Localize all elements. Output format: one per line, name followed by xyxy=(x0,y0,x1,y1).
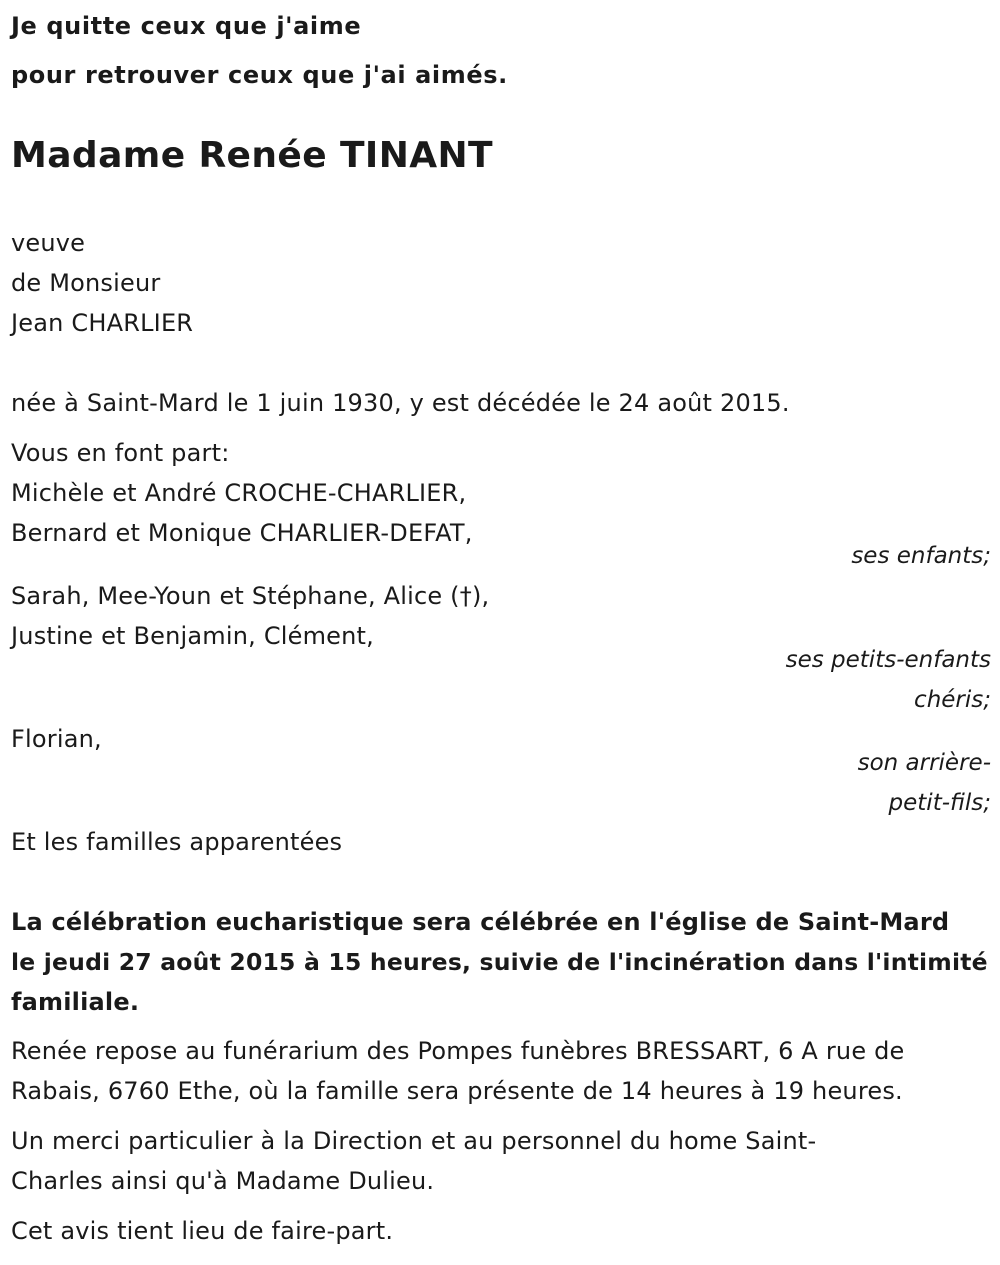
great-grandchildren-role-line-2: petit-fils; xyxy=(888,790,991,816)
thanks-line-1: Un merci particulier à la Direction et au personnel du home Saint- xyxy=(11,1127,817,1155)
announcement-intro: Vous en font part: xyxy=(11,439,230,467)
grandchildren-role-line-2: chéris; xyxy=(914,687,991,713)
thanks-line-2: Charles ainsi qu'à Madame Dulieu. xyxy=(11,1167,435,1195)
funeral-home-line-1: Renée repose au funérarium des Pompes funèbres BRESSART, 6 A rue de xyxy=(11,1037,905,1065)
ceremony-line-2: le jeudi 27 août 2015 à 15 heures, suivie de l'incinération dans l'intimité xyxy=(11,948,988,976)
grandchildren-line-1: Sarah, Mee-Youn et Stéphane, Alice (†), xyxy=(11,582,490,610)
ceremony-line-3: familiale. xyxy=(11,988,140,1016)
grandchildren-role-line-1: ses petits-enfants xyxy=(785,647,991,673)
birth-death-line: née à Saint-Mard le 1 juin 1930, y est décédée le 24 août 2015. xyxy=(11,389,790,417)
funeral-home-line-2: Rabais, 6760 Ethe, où la famille sera présente de 14 heures à 19 heures. xyxy=(11,1077,903,1105)
spouse-line-1: veuve xyxy=(11,229,86,257)
epigraph-line-1: Je quitte ceux que j'aime xyxy=(11,12,362,40)
children-role: ses enfants; xyxy=(851,543,991,569)
great-grandchildren-line-1: Florian, xyxy=(11,725,102,753)
children-line-2: Bernard et Monique CHARLIER-DEFAT, xyxy=(11,519,473,547)
grandchildren-line-2: Justine et Benjamin, Clément, xyxy=(11,622,374,650)
epigraph-line-2: pour retrouver ceux que j'ai aimés. xyxy=(11,61,508,89)
ceremony-line-1: La célébration eucharistique sera célébrée en l'église de Saint-Mard xyxy=(11,908,950,936)
spouse-line-3: Jean CHARLIER xyxy=(11,309,194,337)
spouse-line-2: de Monsieur xyxy=(11,269,161,297)
great-grandchildren-role-line-1: son arrière- xyxy=(857,750,991,776)
families-line: Et les familles apparentées xyxy=(11,828,343,856)
children-line-1: Michèle et André CROCHE-CHARLIER, xyxy=(11,479,467,507)
closing-line: Cet avis tient lieu de faire-part. xyxy=(11,1217,394,1245)
deceased-name: Madame Renée TINANT xyxy=(11,135,493,176)
